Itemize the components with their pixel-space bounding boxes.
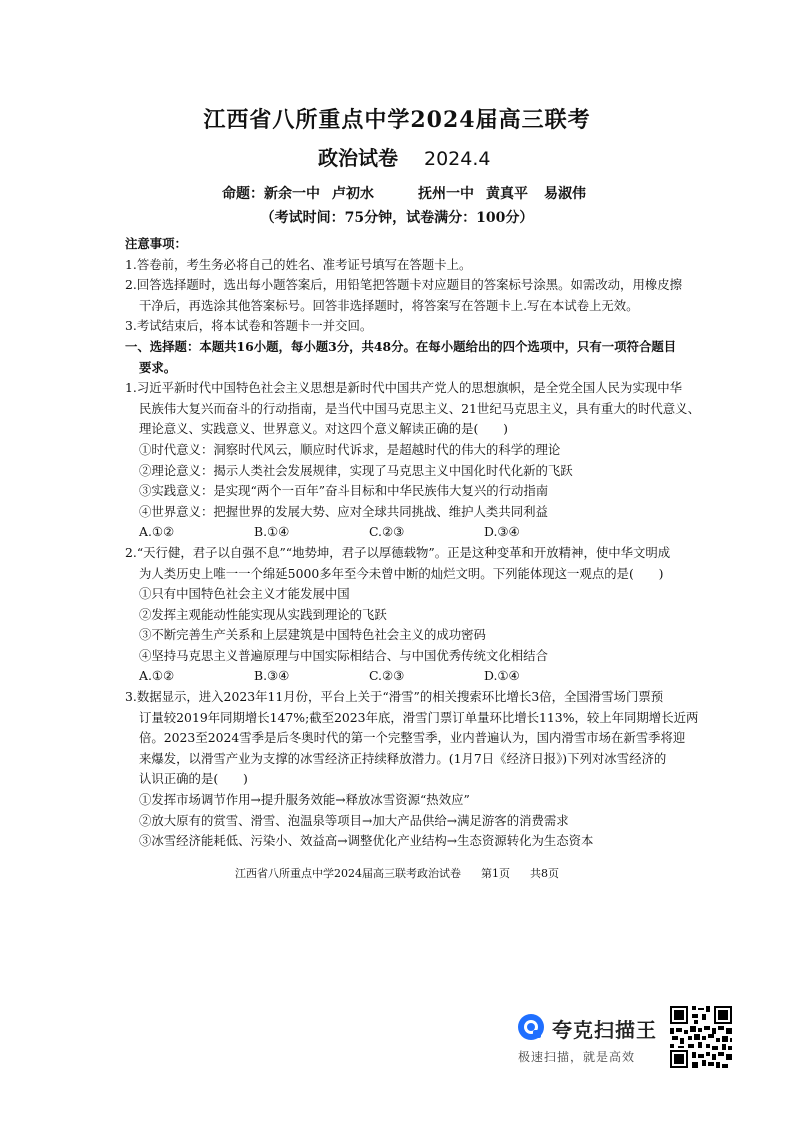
q2-option-d: D.①④: [484, 668, 520, 684]
q3-item: ①发挥市场调节作用→提升服务效能→释放冰雪资源“热效应”: [139, 792, 470, 808]
quark-logo-icon: [516, 1012, 546, 1042]
authors-line: [222, 183, 586, 203]
q2-option-b: B.③④: [254, 668, 290, 684]
notes-item: 2.回答选择题时，选出每小题答案后，用铅笔把答题卡对应题目的答案标号涂黑。如需改动，用橡皮擦: [125, 277, 683, 293]
q3-item: ②放大原有的赏雪、滑雪、泡温泉等项目→加大产品供给→满足游客的消费需求: [139, 812, 569, 828]
footer-page: 第1页: [481, 867, 510, 880]
author2-name: 黄真平: [486, 186, 528, 202]
q1-stem: 民族伟大复兴而奋斗的行动指南，是当代中国马克思主义、21世纪马克思主义，具有重大的时代意义、: [139, 400, 700, 416]
q3-item: ③冰雪经济能耗低、污染小、效益高→调整优化产业结构→生态资源转化为生态资本: [139, 833, 594, 849]
q1-item: ①时代意义：洞察时代风云，顺应时代诉求，是超越时代的伟大的科学的理论: [139, 441, 561, 457]
q2-option-a: A.①②: [139, 668, 175, 684]
scanner-watermark: [516, 1010, 666, 1070]
notes-heading: 注意事项：: [125, 236, 187, 251]
exam-title: 江西省八所重点中学2024届高三联考: [203, 107, 591, 133]
brand-slogan: 极速扫描，就是高效: [518, 1050, 636, 1064]
section-heading: 一、选择题：本题共16小题，每小题3分，共48分。在每小题给出的四个选项中，只有一项符合题目: [125, 338, 677, 354]
notes-item: 干净后，再选涂其他答案标号。回答非选择题时，将答案写在答题卡上.写在本试卷上无效。: [139, 297, 639, 313]
author1-school: 新余一中: [264, 186, 320, 202]
q1-option-d: D.③④: [484, 524, 520, 540]
notes-item: 3.考试结束后，将本试卷和答题卡一并交回。: [125, 318, 373, 334]
q3-stem: 3.数据显示，进入2023年11月份，平台上关于“滑雪”的相关搜索环比增长3倍，全国滑雪场门票预: [125, 689, 664, 705]
qr-code-icon: [668, 1004, 734, 1070]
footer-exam-name: 江西省八所重点中学2024届高三联考政治试卷: [235, 867, 461, 880]
author1-name: 卢初水: [332, 186, 374, 202]
q2-stem: 为人类历史上唯一一个绵延5000多年至今未曾中断的灿烂文明。下列能体现这一观点的是( ): [139, 565, 664, 581]
authors-label: 命题：: [222, 186, 264, 202]
q3-stem: 订量较2019年同期增长147%;截至2023年底，滑雪门票订单量环比增长113%，较上年同期增长近两: [139, 709, 699, 725]
q1-item: ④世界意义：把握世界的发展大势、应对全球共同挑战、维护人类共同利益: [139, 503, 548, 519]
exam-subtitle: [318, 142, 490, 171]
q3-stem: 认识正确的是( ): [139, 771, 248, 787]
q1-options: [125, 522, 705, 543]
q1-item: ③实践意义：是实现“两个一百年”奋斗目标和中华民族伟大复兴的行动指南: [139, 483, 549, 499]
q1-option-c: C.②③: [369, 524, 405, 540]
q1-item: ②理论意义：揭示人类社会发展规律，实现了马克思主义中国化时代化新的飞跃: [139, 462, 573, 478]
q2-item: ③不断完善生产关系和上层建筑是中国特色社会主义的成功密码: [139, 627, 486, 643]
subject-title: 政治试卷: [318, 146, 398, 170]
q1-stem: 理论意义、实践意义、世界意义。对这四个意义解读正确的是( ): [139, 421, 508, 437]
notes-item: 1.答卷前，考生务必将自己的姓名、准考证号填写在答题卡上。: [125, 256, 472, 272]
q2-item: ①只有中国特色社会主义才能发展中国: [139, 586, 350, 602]
q2-options: [125, 666, 705, 687]
q2-item: ②发挥主观能动性能实现从实践到理论的飞跃: [139, 606, 387, 622]
brand-name: 夸克扫描王: [552, 1018, 657, 1042]
exam-info: （考试时间：75分钟，试卷满分：100分）: [260, 210, 534, 226]
q1-stem: 1.习近平新时代中国特色社会主义思想是新时代中国共产党人的思想旗帜，是全党全国人民为实现中华: [125, 380, 683, 396]
q3-stem: 来爆发，以滑雪产业为支撑的冰雪经济正持续释放潜力。(1月7日《经济日报》)下列对冰雪经济的: [139, 750, 667, 766]
q3-stem: 倍。2023至2024雪季是后冬奥时代的第一个完整雪季，业内普遍认为，国内滑雪市场在新雪季将迎: [139, 730, 686, 746]
q2-stem: 2.“天行健，君子以自强不息”“地势坤，君子以厚德载物”。正是这种变革和开放精神，使中华文明成: [125, 544, 671, 560]
q2-option-c: C.②③: [369, 668, 405, 684]
q2-item: ④坚持马克思主义普遍原理与中国实际相结合、与中国优秀传统文化相结合: [139, 647, 548, 663]
author3-name: 易淑伟: [544, 186, 586, 202]
exam-date: 2024.4: [424, 148, 491, 170]
footer-total: 共8页: [530, 867, 559, 880]
page-footer: [0, 865, 794, 881]
author2-school: 抚州一中: [418, 186, 474, 202]
section-heading-cont: 要求。: [139, 359, 177, 375]
exam-content: [125, 234, 705, 852]
q1-option-a: A.①②: [139, 524, 175, 540]
q1-option-b: B.①④: [254, 524, 290, 540]
